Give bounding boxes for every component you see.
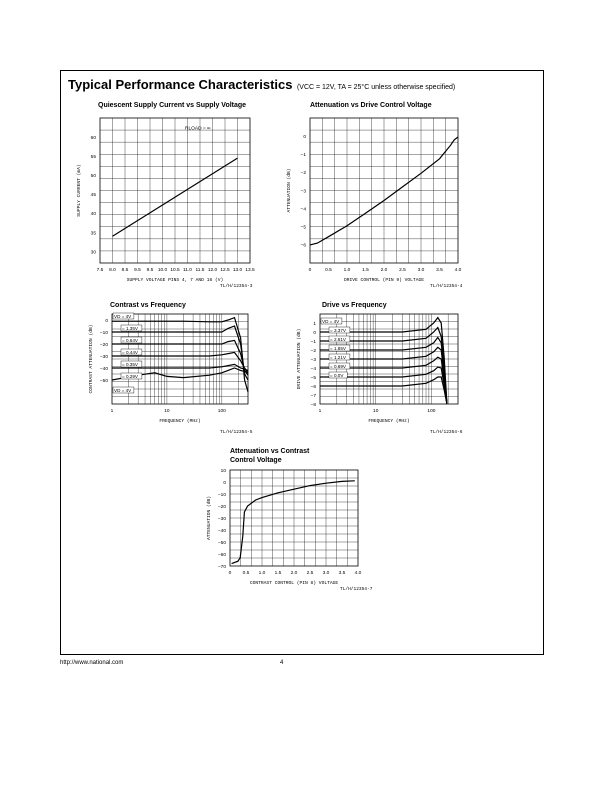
section-header (68, 76, 455, 94)
y-tick-label: 0 (223, 480, 226, 486)
x-tick-label: 1.0 (258, 571, 266, 576)
y-tick-label: −10 (99, 330, 108, 336)
chart-supply-current (70, 102, 270, 292)
y-tick-label: 45 (90, 193, 96, 199)
footer-url: http://www.national.com (60, 660, 124, 666)
y-tick-label: −70 (217, 564, 226, 570)
annotation-label: RLOAD = ∞ (185, 126, 211, 132)
bottom-label: VD = 4V (114, 387, 132, 393)
x-axis-label: CONTRAST CONTROL (PIN 8) VOLTAGE (249, 581, 339, 586)
y-axis-label: CONTRAST ATTENUATION (dB) (89, 324, 94, 394)
y-tick-label: 30 (90, 250, 96, 256)
y-axis-label: ATTENUATION (dB) (207, 495, 212, 541)
chart-contrast-attenuation (200, 448, 390, 598)
y-tick-label: −5 (310, 375, 316, 381)
chart-svg (287, 102, 490, 292)
legend-label: = 2.61V (330, 336, 346, 342)
y-tick-label: −40 (217, 528, 226, 534)
y-tick-label: 35 (90, 231, 96, 237)
y-tick-label: −30 (217, 516, 226, 522)
y-tick-label: −10 (217, 492, 226, 498)
chart-svg (70, 102, 270, 292)
x-tick-label: 8.0 (109, 268, 116, 273)
y-tick-label: −20 (217, 504, 226, 510)
x-tick-label: 9.5 (134, 268, 141, 273)
y-tick-label: 10 (220, 468, 226, 474)
x-tick-label: 10 (164, 409, 170, 414)
chart-title: Attenuation vs Drive Control Voltage (310, 102, 432, 109)
y-tick-label: −7 (310, 393, 316, 399)
legend-label: = 0.69V (330, 363, 346, 369)
x-tick-label: 3.0 (322, 571, 330, 576)
y-axis-label: ATTENUATION (dB) (287, 168, 292, 213)
x-tick-label: 3.5 (436, 268, 443, 273)
x-tick-label: 1.5 (362, 268, 369, 273)
legend-label: = 0.29V (122, 373, 138, 379)
legend-label: = 1.85V (330, 345, 346, 351)
x-tick-label: 3.0 (417, 268, 425, 273)
x-tick-label: 1 (318, 409, 322, 414)
y-tick-label: −2 (310, 348, 316, 354)
x-tick-label: 1 (110, 409, 114, 414)
chart-contrast-frequency (70, 302, 270, 442)
x-tick-label: 100 (427, 409, 436, 414)
chart-drive-frequency (290, 302, 490, 442)
x-axis-label: SUPPLY VOLTAGE PINS 4, 7 AND 16 (V) (126, 278, 224, 283)
y-tick-label: −6 (300, 243, 306, 249)
legend-label: = 1.35V (122, 325, 138, 331)
y-tick-label: −50 (99, 378, 108, 384)
legend-label: = 0.44V (122, 349, 138, 355)
y-tick-label: −4 (300, 207, 306, 213)
figure-id: TL/H/12354-4 (430, 284, 463, 289)
x-tick-label: 9.5 (146, 268, 154, 273)
y-tick-label: 55 (90, 154, 96, 160)
x-tick-label: 1.5 (274, 571, 282, 576)
chart-title: Contrast vs Frequency (110, 302, 186, 309)
y-tick-label: −30 (99, 354, 108, 360)
series-line (320, 377, 447, 404)
y-tick-label: −5 (300, 225, 306, 231)
x-tick-label: 2.0 (290, 571, 298, 576)
x-tick-label: 7.5 (96, 268, 104, 273)
x-tick-label: 11.0 (183, 268, 192, 273)
x-axis-label: FREQUENCY (MHz) (159, 419, 201, 424)
x-tick-label: 13.0 (232, 268, 243, 273)
figure-id: TL/H/12354-6 (430, 430, 463, 435)
chart-drive-attenuation (287, 102, 490, 292)
x-tick-label: 2.5 (306, 571, 314, 576)
x-tick-label: 2.0 (380, 268, 388, 273)
y-tick-label: −3 (300, 189, 306, 195)
y-tick-label: 50 (90, 174, 96, 180)
y-tick-label: −6 (310, 384, 316, 390)
x-tick-label: 0 (228, 571, 232, 576)
x-tick-label: 2.5 (399, 268, 406, 273)
x-tick-label: 4.0 (454, 268, 462, 273)
x-tick-label: 10.0 (157, 268, 168, 273)
y-tick-label: 40 (90, 212, 96, 218)
y-tick-label: 60 (90, 135, 96, 141)
figure-id: TL/H/12354-5 (220, 430, 253, 435)
chart-svg (290, 302, 490, 442)
y-tick-label: 0 (303, 134, 306, 140)
figure-id: TL/H/12354-3 (220, 284, 253, 289)
x-tick-label: 4.0 (354, 571, 362, 576)
figure-id: TL/H/12354-7 (340, 587, 373, 592)
page-number: 4 (280, 660, 284, 666)
chart-title-line-2: Control Voltage (230, 457, 282, 464)
legend-label: = 0.0V (330, 372, 344, 378)
y-tick-label: −2 (300, 171, 306, 177)
y-tick-label: −20 (99, 342, 108, 348)
x-tick-label: 0.5 (242, 571, 250, 576)
x-tick-label: 12.5 (220, 268, 230, 273)
y-tick-label: −1 (310, 339, 316, 345)
y-tick-label: 0 (105, 318, 108, 324)
section-title: Typical Performance Characteristics (68, 77, 293, 92)
section-conditions: (VCC = 12V, TA = 25°C unless otherwise specified) (296, 84, 456, 91)
x-tick-label: 10.5 (170, 268, 180, 273)
chart-title: Quiescent Supply Current vs Supply Voltage (98, 102, 247, 109)
chart-title-line-1: Attenuation vs Contrast (230, 448, 310, 455)
x-tick-label: 0 (308, 268, 312, 273)
y-tick-label: −40 (99, 366, 108, 372)
y-tick-label: 0 (313, 330, 316, 336)
y-tick-label: 1 (313, 321, 316, 327)
y-tick-label: −8 (310, 402, 316, 408)
legend-label: = 3.37V (330, 327, 346, 333)
x-tick-label: 8.5 (121, 268, 129, 273)
x-tick-label: 13.5 (245, 268, 255, 273)
legend-label: = 0.64V (122, 337, 138, 343)
x-tick-label: 3.5 (338, 571, 346, 576)
x-tick-label: 1.0 (343, 268, 351, 273)
series-line (232, 481, 355, 564)
y-axis-label: DRIVE ATTENUATION (dB) (297, 328, 302, 390)
legend-label: VD = 4V (114, 313, 132, 319)
x-tick-label: 12.0 (207, 268, 218, 273)
x-axis-label: DRIVE CONTROL (PIN 9) VOLTAGE (344, 278, 424, 283)
y-tick-label: −4 (310, 366, 316, 372)
y-axis-label: SUPPLY CURRENT (mA) (77, 164, 82, 217)
y-tick-label: −3 (310, 357, 316, 363)
chart-svg (70, 302, 270, 442)
chart-title: Drive vs Frequency (322, 302, 387, 309)
legend-label: VD = 4V (322, 318, 340, 324)
legend-label: = 1.21V (330, 354, 346, 360)
chart-svg (200, 448, 390, 598)
x-tick-label: 11.5 (195, 268, 205, 273)
x-tick-label: 100 (217, 409, 226, 414)
x-axis-label: FREQUENCY (MHz) (368, 419, 410, 424)
x-tick-label: 10 (373, 409, 379, 414)
y-tick-label: −60 (217, 552, 226, 558)
x-tick-label: 0.5 (325, 268, 332, 273)
y-tick-label: −1 (300, 153, 306, 159)
y-tick-label: −50 (217, 540, 226, 546)
legend-label: = 0.35V (122, 361, 138, 367)
